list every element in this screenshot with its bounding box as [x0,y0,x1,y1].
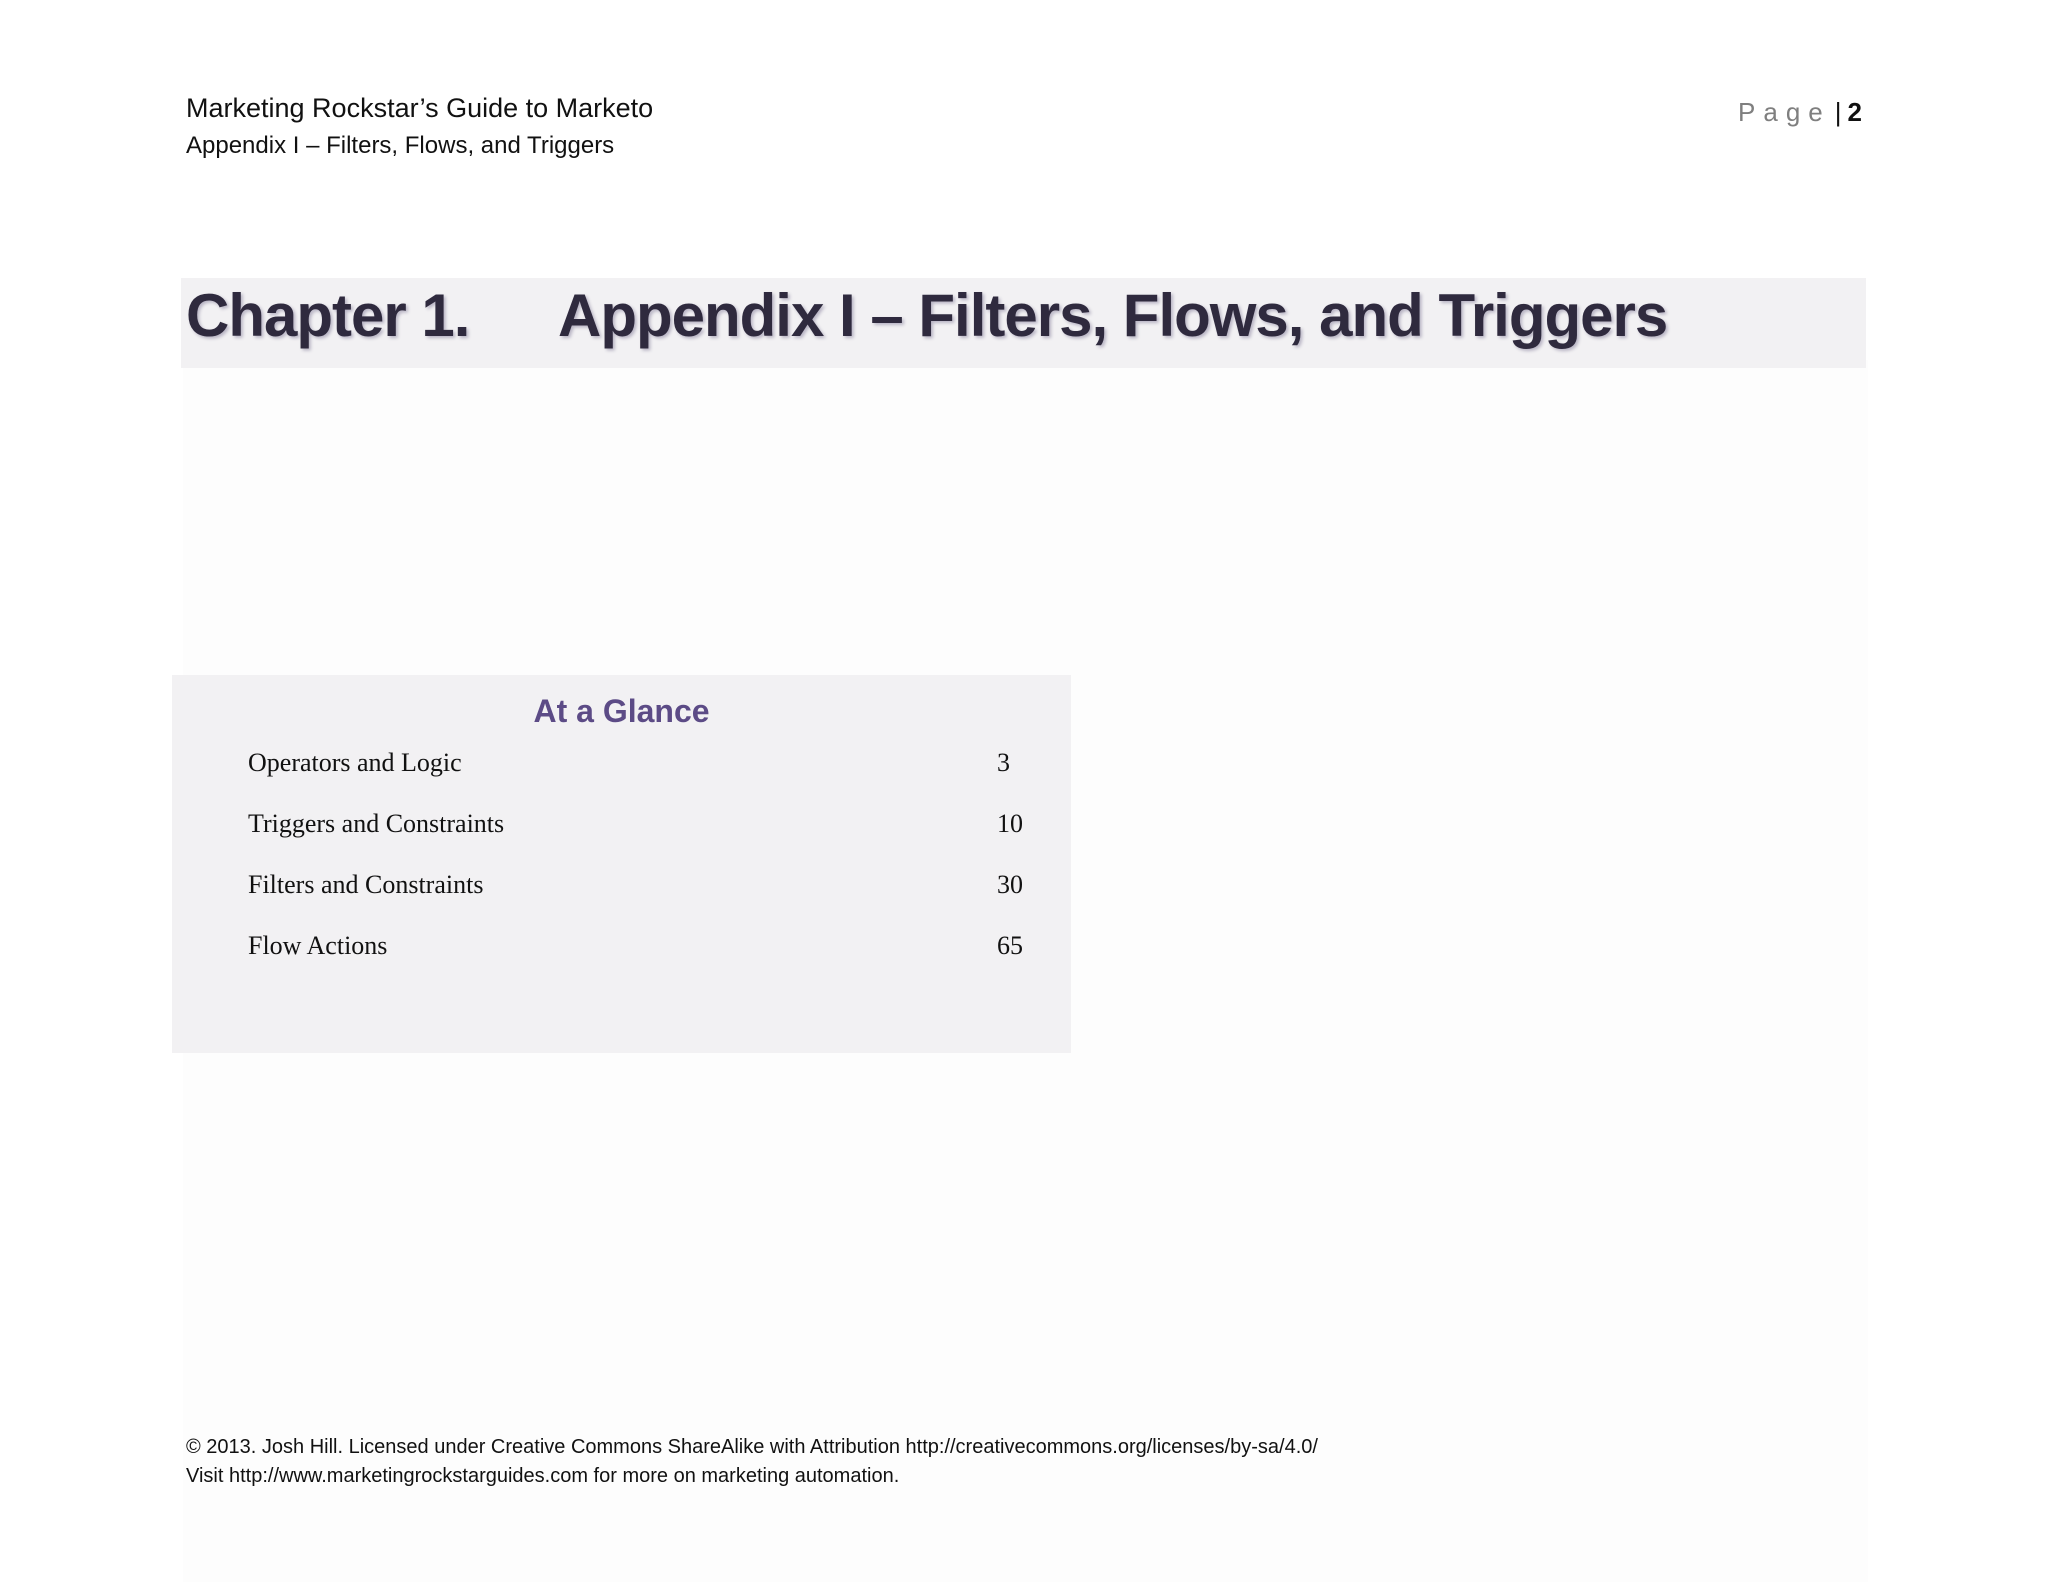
toc-item[interactable] [248,870,1052,931]
toc-item-label: Filters and Constraints [248,870,484,899]
chapter-heading [186,281,1667,350]
running-header-subtitle: Appendix I – Filters, Flows, and Triggers [186,132,615,159]
page-label: Page [1738,97,1831,127]
toc-item-page: 65 [997,931,1023,960]
toc-item[interactable] [248,931,1052,992]
toc-item-label: Triggers and Constraints [248,809,505,838]
at-a-glance-box [172,675,1071,1053]
footer-license: © 2013. Josh Hill. Licensed under Creative Commons ShareAlike with Attribution http://creativecommons.org/licenses/by-sa/4.0/ [186,1436,1318,1458]
page-separator: | [1834,97,1842,127]
toc-item-page: 3 [997,748,1010,777]
at-a-glance-title: At a Glance [533,693,710,729]
page-footer [186,1433,1318,1491]
toc-item[interactable] [248,809,1052,870]
toc-item-label: Flow Actions [248,931,388,960]
toc-list [248,748,1052,992]
chapter-title: Appendix I – Filters, Flows, and Triggers [558,282,1668,349]
toc-item-page: 10 [997,809,1023,838]
footer-visit: Visit http://www.marketingrockstarguides.com for more on marketing automation. [186,1465,900,1487]
page-number-value: 2 [1847,97,1862,127]
chapter-number: Chapter 1. [186,282,470,349]
page-number [1738,97,1862,128]
toc-item-label: Operators and Logic [248,748,462,777]
toc-item[interactable] [248,748,1052,809]
toc-item-page: 30 [997,870,1023,899]
running-header-title: Marketing Rockstar’s Guide to Marketo [186,93,654,123]
